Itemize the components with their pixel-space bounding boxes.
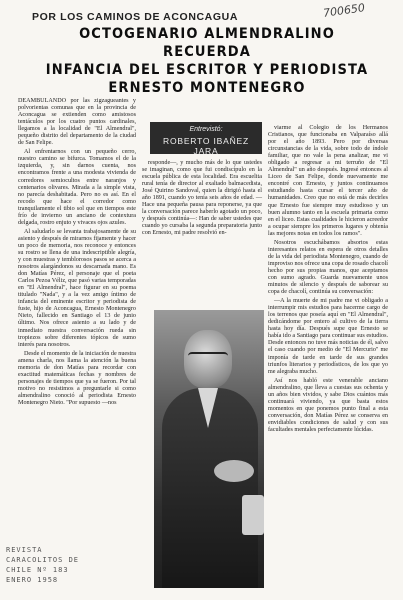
- article-column-middle: [142, 160, 262, 240]
- paragraph: Al enfrentarnos con un pequeño cerro, nuestro camino se bifurca. Tomamos el de la izquierda, y, sin darnos cuenta, nos encontramos frente a una modesta vivienda de corredores semiocultos entre naranjos y centenarios olivares. Mirada a la simple vista, no parecía deshabitada. Pero no es así. En el recodo que hace el corredor como tranquilamente el tibio sol que en tiempos este frío de invierno un anciano de contextura delgada, rostro enjuto y vivaces ojos azules.: [18, 149, 136, 226]
- paragraph: viarme al Colegio de los Hermanos Cristianos, que funcionaba en Valparaíso allá por el año 1893. Pero por diversas circunstancias de la vida, sobre todo de índole familiar, que no vale la pena analizar, me vi obligado a regresar a mi terruño de "El Almendral" un año después. Ingresé entonces al Liceo de San Felipe, donde nuevamente me encontré con Ernesto, y juntos continuamos estudiando hasta cursar el tercer año de humanidades. Creo que no está de más decirles que Ernesto fue siempre muy estudioso y un buen alumno tanto en la escuela primaria como en el liceo. Estas cualidades le hicieron acreedor a ocupar siempre los primeros lugares y obtenía las mejores notas en todos los ramos".: [268, 125, 388, 237]
- archive-handwritten-number: 700650: [322, 1, 366, 20]
- stamp-line-4: ENERO 1958: [6, 576, 59, 584]
- paragraph: Así nos habló este venerable anciano almendralino, que lleva a cuestas sus ochenta y un años bien vividos, y sabe Dios cuántos más continuará viviendo, ya que basta estos momentos en que ponemos punto final a esta conversación, don Matías Pérez se conserva en envidiables condiciones de salud y con sus facultades mentales perfectamente lúcidas.: [268, 377, 388, 433]
- stamp-line-3: CHILE Nº 183: [6, 566, 69, 574]
- article-column-left: [18, 98, 136, 409]
- paragraph: Nosotros escuchábamos absortos estas interesantes relatos en espera de otros detalles de la vida del periodista Montenegro, cuando de improviso nos ofrece una copa de rosado chacolí hecho por sus propias manos, que aceptamos con sumo agrado. Guarda nuevamente unos minutos de silencio y después de saborear su copa de chacolí, continúa su conversación:: [268, 239, 388, 296]
- headline: [37, 25, 377, 97]
- photo-hand: [214, 460, 254, 482]
- byline-label: Entrevistó:: [189, 126, 223, 133]
- source-stamp: [6, 545, 79, 585]
- headline-line-3: ERNESTO MONTENEGRO: [108, 80, 306, 96]
- byline-box: [150, 122, 262, 154]
- photo-cup: [242, 495, 264, 535]
- byline-name: ROBERTO IBAÑEZ JARA: [163, 136, 249, 156]
- portrait-photo: [154, 310, 264, 588]
- photo-glasses: [188, 352, 228, 364]
- article-column-right: [268, 125, 388, 436]
- section-kicker: POR LOS CAMINOS DE ACONCAGUA: [32, 11, 238, 23]
- headline-line-1: OCTOGENARIO ALMENDRALINO RECUERDA: [79, 26, 335, 60]
- stamp-line-2: CARACOLITOS DE: [6, 556, 80, 564]
- paragraph: DEAMBULANDO por las zigzagueantes y polvorientas comunas que en la provincia de Aconcagua se extienden como amistosos tentáculos por los cuatro puntos cardinales, llegamos a la localidad de "El Almendral", pequeño distrito del departamento de la ciudad de San Felipe.: [18, 98, 136, 147]
- paragraph: Desde el momento de la iniciación de nuestra amena charla, nos llama la atención la buena memoria de don Matías para recordar con exactitud matemáticas fechas y nombres de personajes de tiempos que ya se fueron. Por tal motivo no resistimos a preguntarle si como almendralino conoció al periodista Ernesto Montenegro Nieto. "Por supuesto —nos: [18, 350, 136, 406]
- paragraph: Al saludarlo se levanta trabajosamente de su asiento y después de mirarnos fijamente y hacer un poco de memoria, nos reconoce y entonces su rostro se llena de una indescriptible alegría, y con muestras y temblorosos pasos se acerca a nosotros alargándonos su descarnada mano. Es don Matías Pérez, el personaje que el poeta Carlos Pezoa Véliz, que pasó varias temporadas en "El Almendral", hace figurar en su poema titulado "Nada", y a la vez amigo íntimo de infancia del eminente escritor y periodista de fuste, hijo de Aconcagua, Ernesto Montenegro Nieto, fallecido en Santiago el 13 de junio último. Nos ofrece asiento a su lado y de inmediato nuestra conversación rueda sin tropiezos sobre diferentes tópicos de sumo interés para nosotros.: [18, 228, 136, 348]
- paragraph: responde—, y mucho más de lo que ustedes se imaginan, como que fui condiscípulo en la escuela pública de esta localidad. Era escuelita rural tenía de director al exaltado balmacedista, José Quirino Sandoval, quien la dirigió hasta el año 1891, cuando yo tenía seis años de edad. —Hace una pequeña pausa para reponerse, ya que la conversación parece haberlo agotado un poco, y después continúa—: Han de saber ustedes que cuando yo cursaba la segunda preparatoria junto con Ernesto, mi padre resolvió en-: [142, 160, 262, 237]
- stamp-line-1: REVISTA: [6, 546, 43, 554]
- headline-line-2: INFANCIA DEL ESCRITOR Y PERIODISTA: [45, 62, 369, 78]
- paragraph: —A la muerte de mi padre me vi obligado a interrumpir mis estudios para hacerme cargo de los terrenos que poseía aquí en "El Almendral", dedicándome por entero al cultivo de la tierra hasta hoy día. Después supe que Ernesto se había ido a Santiago para continuar sus estudios. Desde entonces no tuve más noticias de él, salvo el caso cuando por medio de "El Mercurio" me imponía de tarde en tarde de sus grandes triunfos literarios y periodísticos, de los que yo me alegraba mucho.: [268, 298, 388, 375]
